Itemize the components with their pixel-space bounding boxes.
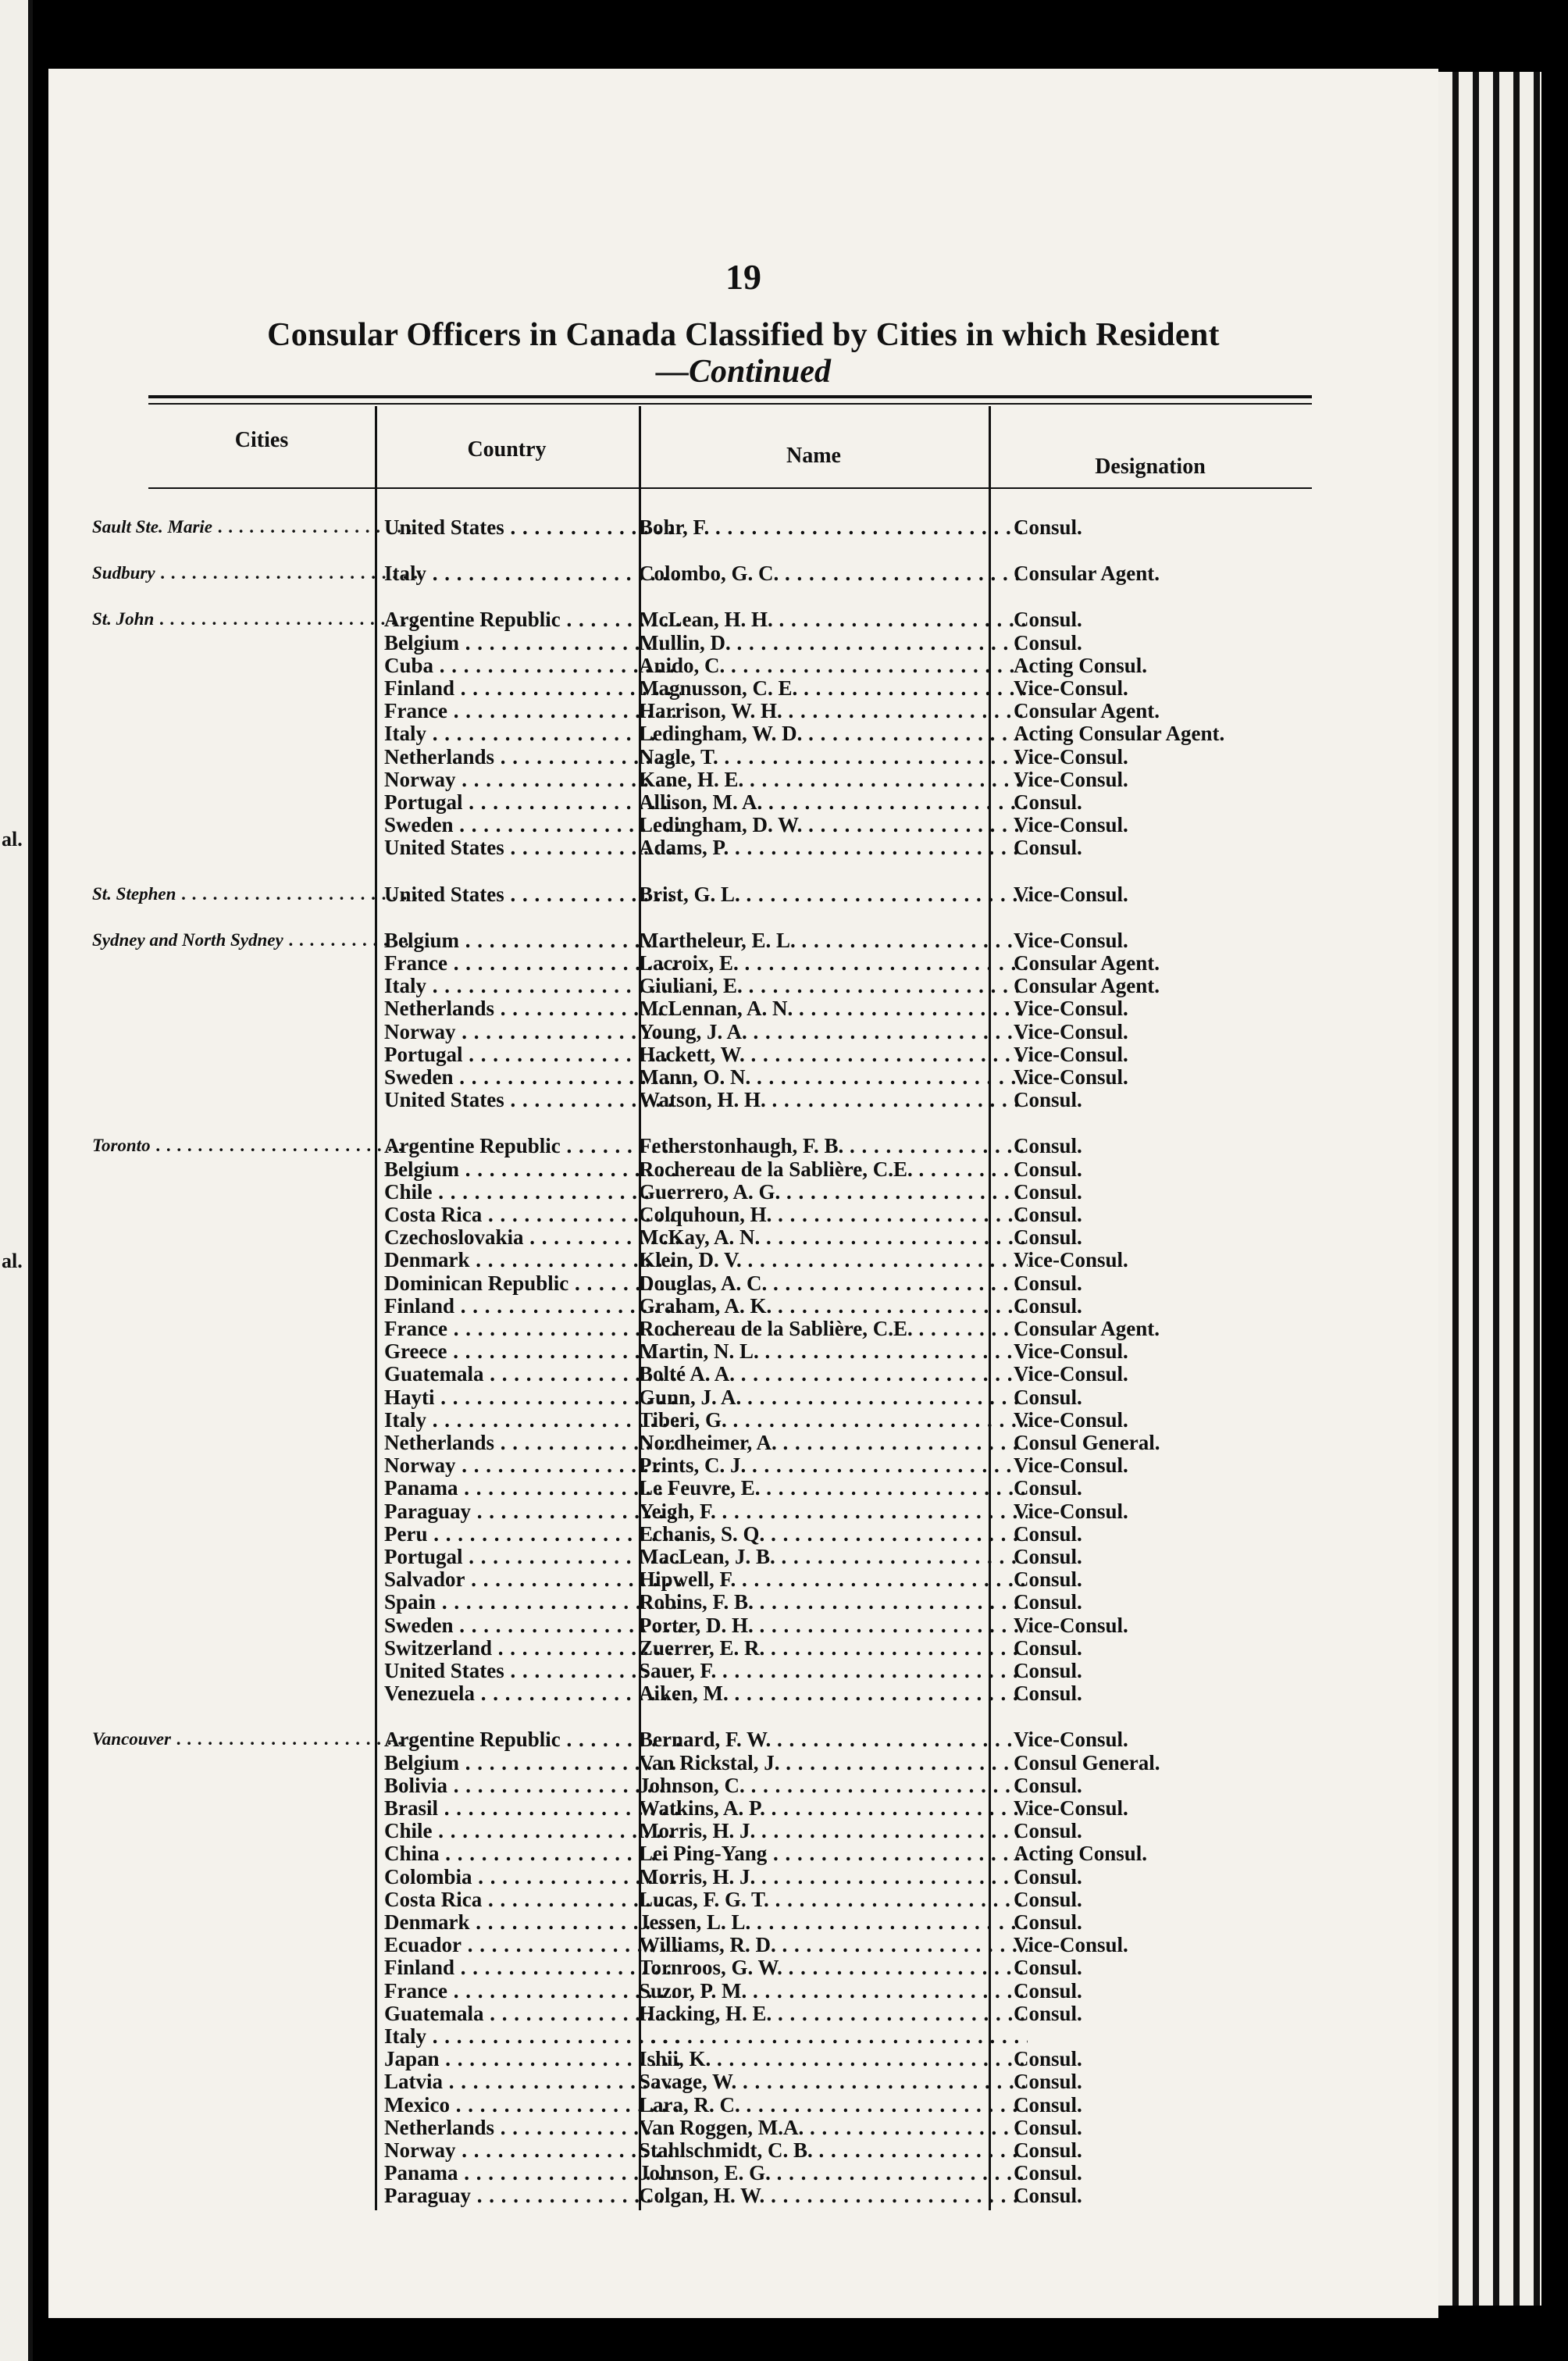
name-cell: Graham, A. K. . . . bbox=[639, 1294, 1028, 1318]
name-cell: Klein, D. V. . . . bbox=[639, 1248, 1028, 1271]
name-cell: MacLean, J. B. . . . bbox=[639, 1545, 1028, 1568]
table-row bbox=[48, 1157, 1438, 1181]
table-row bbox=[48, 1659, 1438, 1682]
name-cell: Ledingham, D. W. . . . bbox=[639, 813, 1028, 836]
name-cell: Lucas, F. G. T. . . . bbox=[639, 1888, 1028, 1911]
table-row bbox=[48, 1088, 1438, 1111]
country-cell: Panama . . . bbox=[384, 1476, 681, 1500]
table-row bbox=[48, 1819, 1438, 1842]
country-cell: Denmark . . . bbox=[384, 1248, 681, 1271]
country-cell: Belgium . . . bbox=[384, 1751, 681, 1774]
name-cell: Van Rickstal, J. . . . bbox=[639, 1751, 1028, 1774]
table-row bbox=[48, 1203, 1438, 1226]
designation-cell: Consul. bbox=[1014, 790, 1082, 814]
city-cell: St. Stephen . . . bbox=[92, 883, 417, 906]
country-cell: Dominican Republic . . . bbox=[384, 1271, 681, 1295]
country-cell: Colombia . . . bbox=[384, 1865, 681, 1888]
name-cell: Hackett, W. . . . bbox=[639, 1043, 1028, 1066]
table-row bbox=[48, 1842, 1438, 1865]
designation-cell: Acting Consular Agent. bbox=[1014, 722, 1225, 745]
country-cell: Japan . . . bbox=[384, 2047, 681, 2070]
designation-cell: Vice-Consul. bbox=[1014, 813, 1128, 836]
designation-cell: Vice-Consul. bbox=[1014, 1933, 1128, 1956]
country-cell: Italy . . . bbox=[384, 722, 681, 745]
table-row bbox=[48, 1386, 1438, 1409]
name-cell: Aiken, M. . . . bbox=[639, 1682, 1028, 1705]
page-number: 19 bbox=[725, 257, 761, 297]
name-cell: Morris, H. J. . . . bbox=[639, 1819, 1028, 1842]
name-cell: McLennan, A. N. . . . bbox=[639, 997, 1028, 1020]
table-row bbox=[48, 836, 1438, 859]
designation-cell: Vice-Consul. bbox=[1014, 1043, 1128, 1066]
table-row bbox=[48, 1567, 1438, 1591]
designation-cell: Vice-Consul. bbox=[1014, 1453, 1128, 1477]
name-cell: Stahlschmidt, C. B. . . . bbox=[639, 2138, 1028, 2162]
name-cell: Zuerrer, E. R. . . . bbox=[639, 1636, 1028, 1660]
table-header-rule bbox=[148, 487, 1312, 489]
name-cell: Nordheimer, A. . . . bbox=[639, 1431, 1028, 1454]
name-cell: Nagle, T. . . . bbox=[639, 745, 1028, 769]
table-row bbox=[48, 2024, 1438, 2048]
designation-cell: Vice-Consul. bbox=[1014, 1362, 1128, 1386]
table-row bbox=[48, 1590, 1438, 1614]
table-row bbox=[48, 1979, 1438, 2003]
country-cell: Sweden . . . bbox=[384, 1065, 681, 1089]
country-cell: Venezuela . . . bbox=[384, 1682, 681, 1705]
designation-cell: Consul. bbox=[1014, 1910, 1082, 1934]
country-cell: Mexico . . . bbox=[384, 2093, 681, 2117]
country-cell: United States . . . bbox=[384, 515, 681, 539]
designation-cell: Vice-Consul. bbox=[1014, 1065, 1128, 1089]
country-cell: Argentine Republic . . . bbox=[384, 1134, 681, 1157]
adjacent-page-strip bbox=[0, 0, 33, 2361]
name-cell: Mullin, D. . . . bbox=[639, 631, 1028, 654]
table-row bbox=[48, 1910, 1438, 1934]
designation-cell: Consul. bbox=[1014, 2161, 1082, 2184]
country-cell: Spain . . . bbox=[384, 1590, 681, 1614]
country-cell: Netherlands . . . bbox=[384, 997, 681, 1020]
country-cell: Belgium . . . bbox=[384, 631, 681, 654]
name-cell: Watkins, A. P. . . . bbox=[639, 1796, 1028, 1820]
table-row bbox=[48, 768, 1438, 791]
name-cell: Colombo, G. C. . . . bbox=[639, 562, 1028, 585]
designation-cell: Consul. bbox=[1014, 515, 1082, 539]
table-row bbox=[48, 562, 1438, 585]
name-cell: Martheleur, E. L. . . . bbox=[639, 929, 1028, 952]
designation-cell: Consul. bbox=[1014, 2138, 1082, 2162]
name-cell: Douglas, A. C. . . . bbox=[639, 1271, 1028, 1295]
designation-cell: Consul. bbox=[1014, 2070, 1082, 2093]
designation-cell: Consul. bbox=[1014, 1636, 1082, 1660]
country-cell: Netherlands . . . bbox=[384, 745, 681, 769]
table-row bbox=[48, 1317, 1438, 1340]
designation-cell: Acting Consul. bbox=[1014, 1842, 1148, 1865]
name-cell: Martin, N. L. . . . bbox=[639, 1339, 1028, 1363]
city-cell: St. John . . . bbox=[92, 608, 417, 631]
country-cell: United States . . . bbox=[384, 883, 681, 906]
country-cell: Netherlands . . . bbox=[384, 2116, 681, 2139]
table-top-rule-thin bbox=[148, 403, 1312, 405]
designation-cell: Consular Agent. bbox=[1014, 951, 1160, 975]
name-cell: Mann, O. N. . . . bbox=[639, 1065, 1028, 1089]
name-cell: Tornroos, G. W. . . . bbox=[639, 1956, 1028, 1979]
country-cell: Belgium . . . bbox=[384, 929, 681, 952]
header-designation: Designation bbox=[1095, 455, 1206, 479]
name-cell: Colgan, H. W. . . . bbox=[639, 2184, 1028, 2207]
country-cell: Latvia . . . bbox=[384, 2070, 681, 2093]
designation-cell: Consular Agent. bbox=[1014, 562, 1160, 585]
designation-cell: Consul. bbox=[1014, 2184, 1082, 2207]
country-cell: Ecuador . . . bbox=[384, 1933, 681, 1956]
designation-cell: Consul General. bbox=[1014, 1431, 1160, 1454]
table-row bbox=[48, 1453, 1438, 1477]
city-cell: Vancouver . . . bbox=[92, 1728, 417, 1751]
name-cell: Van Roggen, M.A. . . . bbox=[639, 2116, 1028, 2139]
designation-cell: Vice-Consul. bbox=[1014, 1614, 1128, 1637]
name-cell: Giuliani, E. . . . bbox=[639, 974, 1028, 997]
country-cell: Chile . . . bbox=[384, 1819, 681, 1842]
designation-cell: Consul. bbox=[1014, 2047, 1082, 2070]
name-cell: Williams, R. D. . . . bbox=[639, 1933, 1028, 1956]
country-cell: Argentine Republic . . . bbox=[384, 608, 681, 631]
table-top-rule bbox=[148, 395, 1312, 398]
name-cell: Guerrero, A. G. . . . bbox=[639, 1180, 1028, 1204]
designation-cell: Vice-Consul. bbox=[1014, 883, 1128, 906]
table-row bbox=[48, 1065, 1438, 1089]
table-row bbox=[48, 1476, 1438, 1500]
table-row bbox=[48, 1522, 1438, 1546]
country-cell: Bolivia . . . bbox=[384, 1774, 681, 1797]
name-cell: Hacking, H. E. . . . bbox=[639, 2002, 1028, 2025]
name-cell: Prints, C. J. . . . bbox=[639, 1453, 1028, 1477]
table-row bbox=[48, 2093, 1438, 2117]
table-row bbox=[48, 1545, 1438, 1568]
name-cell: Brist, G. L. . . . bbox=[639, 883, 1028, 906]
name-cell: Rochereau de la Sablière, C.E. . . . bbox=[639, 1157, 1028, 1181]
table-row bbox=[48, 813, 1438, 836]
header-name: Name bbox=[786, 444, 841, 468]
name-cell: Rochereau de la Sablière, C.E. . . . bbox=[639, 1317, 1028, 1340]
margin-mark: al. bbox=[2, 828, 23, 851]
country-cell: Norway . . . bbox=[384, 2138, 681, 2162]
name-cell: Porter, D. H. . . . bbox=[639, 1614, 1028, 1637]
designation-cell: Consul. bbox=[1014, 1682, 1082, 1705]
designation-cell: Consul. bbox=[1014, 1386, 1082, 1409]
table-row bbox=[48, 2161, 1438, 2184]
designation-cell: Consul. bbox=[1014, 1819, 1082, 1842]
country-cell: Italy . . . bbox=[384, 1408, 681, 1432]
country-cell: United States . . . bbox=[384, 1088, 681, 1111]
header-country: Country bbox=[467, 437, 547, 462]
table-row bbox=[48, 974, 1438, 997]
designation-cell: Acting Consul. bbox=[1014, 654, 1148, 677]
table-row bbox=[48, 1865, 1438, 1888]
name-cell: Adams, P. . . . bbox=[639, 836, 1028, 859]
designation-cell: Vice-Consul. bbox=[1014, 929, 1128, 952]
country-cell: France . . . bbox=[384, 1317, 681, 1340]
table-row bbox=[48, 2002, 1438, 2025]
designation-cell: Vice-Consul. bbox=[1014, 1796, 1128, 1820]
table-row bbox=[48, 997, 1438, 1020]
designation-cell: Consul General. bbox=[1014, 1751, 1160, 1774]
designation-cell: Vice-Consul. bbox=[1014, 1408, 1128, 1432]
name-cell: Sauer, F. . . . bbox=[639, 1659, 1028, 1682]
table-row bbox=[48, 676, 1438, 700]
country-cell: Peru . . . bbox=[384, 1522, 681, 1546]
name-cell: Suzor, P. M. . . . bbox=[639, 1979, 1028, 2003]
table-row bbox=[48, 1043, 1438, 1066]
table-row bbox=[48, 1614, 1438, 1637]
designation-cell: Consul. bbox=[1014, 836, 1082, 859]
country-cell: Hayti . . . bbox=[384, 1386, 681, 1409]
designation-cell: Consul. bbox=[1014, 1522, 1082, 1546]
name-cell: Bolté A. A. . . . bbox=[639, 1362, 1028, 1386]
country-cell: Belgium . . . bbox=[384, 1157, 681, 1181]
table-row bbox=[48, 1728, 1438, 1751]
country-cell: Switzerland . . . bbox=[384, 1636, 681, 1660]
designation-cell: Consul. bbox=[1014, 1888, 1082, 1911]
table-row bbox=[48, 1682, 1438, 1705]
designation-cell: Consular Agent. bbox=[1014, 974, 1160, 997]
country-cell: China . . . bbox=[384, 1842, 681, 1865]
designation-cell: Consular Agent. bbox=[1014, 1317, 1160, 1340]
table-row bbox=[48, 515, 1438, 539]
country-cell: Netherlands . . . bbox=[384, 1431, 681, 1454]
country-cell: Norway . . . bbox=[384, 1020, 681, 1043]
designation-cell: Consul. bbox=[1014, 1979, 1082, 2003]
name-cell: Colquhoun, H. . . . bbox=[639, 1203, 1028, 1226]
designation-cell: Consul. bbox=[1014, 631, 1082, 654]
country-cell: Finland . . . bbox=[384, 1956, 681, 1979]
table-row bbox=[48, 2116, 1438, 2139]
name-cell: Fetherstonhaugh, F. B. . . . bbox=[639, 1134, 1028, 1157]
name-cell: Allison, M. A. . . . bbox=[639, 790, 1028, 814]
name-cell: Savage, W. . . . bbox=[639, 2070, 1028, 2093]
designation-cell: Consul. bbox=[1014, 1774, 1082, 1797]
country-cell: Greece . . . bbox=[384, 1339, 681, 1363]
name-cell: Harrison, W. H. . . . bbox=[639, 699, 1028, 722]
table-row bbox=[48, 1636, 1438, 1660]
country-cell: France . . . bbox=[384, 951, 681, 975]
table-row bbox=[48, 1774, 1438, 1797]
designation-cell: Vice-Consul. bbox=[1014, 1020, 1128, 1043]
country-cell: Sweden . . . bbox=[384, 1614, 681, 1637]
table-row bbox=[48, 699, 1438, 722]
country-cell: United States . . . bbox=[384, 836, 681, 859]
name-cell: Tiberi, G. . . . bbox=[639, 1408, 1028, 1432]
city-cell: Sudbury . . . bbox=[92, 562, 417, 585]
country-cell: Chile . . . bbox=[384, 1180, 681, 1204]
table-row bbox=[48, 2047, 1438, 2070]
country-cell: France . . . bbox=[384, 699, 681, 722]
designation-cell: Consul. bbox=[1014, 1567, 1082, 1591]
table-row bbox=[48, 631, 1438, 654]
name-cell: Ishii, K. . . . bbox=[639, 2047, 1028, 2070]
country-cell: Cuba . . . bbox=[384, 654, 681, 677]
designation-cell: Consul. bbox=[1014, 1180, 1082, 1204]
name-cell: Gunn, J. A. . . . bbox=[639, 1386, 1028, 1409]
table-row bbox=[48, 1751, 1438, 1774]
name-cell: Bohr, F. . . . bbox=[639, 515, 1028, 539]
table-row bbox=[48, 2070, 1438, 2093]
designation-cell: Consul. bbox=[1014, 1225, 1082, 1249]
country-cell: Guatemala . . . bbox=[384, 1362, 681, 1386]
table-row bbox=[48, 883, 1438, 906]
designation-cell: Consul. bbox=[1014, 1865, 1082, 1888]
country-cell: Costa Rica . . . bbox=[384, 1888, 681, 1911]
name-cell: Le Feuvre, E. . . . bbox=[639, 1476, 1028, 1500]
margin-mark: al. bbox=[2, 1250, 23, 1272]
table-row bbox=[48, 1431, 1438, 1454]
country-cell: Portugal . . . bbox=[384, 1043, 681, 1066]
country-cell: Portugal . . . bbox=[384, 1545, 681, 1568]
name-cell: Johnson, C. . . . bbox=[639, 1774, 1028, 1797]
table-row bbox=[48, 1956, 1438, 1979]
name-cell: Lacroix, E. . . . bbox=[639, 951, 1028, 975]
name-cell: Watson, H. H. . . . bbox=[639, 1088, 1028, 1111]
name-cell: Anido, C. . . . bbox=[639, 654, 1028, 677]
name-cell: Lara, R. C. . . . bbox=[639, 2093, 1028, 2117]
name-cell: Morris, H. J. . . . bbox=[639, 1865, 1028, 1888]
designation-cell: Consul. bbox=[1014, 608, 1082, 631]
table-row bbox=[48, 1020, 1438, 1043]
country-cell: Guatemala . . . bbox=[384, 2002, 681, 2025]
country-cell: Czechoslovakia . . . bbox=[384, 1225, 681, 1249]
designation-cell: Consul. bbox=[1014, 1157, 1082, 1181]
table-row bbox=[48, 1294, 1438, 1318]
name-cell: Ledingham, W. D. . . . bbox=[639, 722, 1028, 745]
name-cell: Johnson, E. G. . . . bbox=[639, 2161, 1028, 2184]
designation-cell: Consular Agent. bbox=[1014, 699, 1160, 722]
name-cell: Kane, H. E. . . . bbox=[639, 768, 1028, 791]
designation-cell: Vice-Consul. bbox=[1014, 768, 1128, 791]
name-cell: Jessen, L. L. . . . bbox=[639, 1910, 1028, 1934]
designation-cell: Vice-Consul. bbox=[1014, 745, 1128, 769]
name-cell: Yeigh, F. . . . bbox=[639, 1500, 1028, 1523]
designation-cell: Consul. bbox=[1014, 1476, 1082, 1500]
designation-cell: Consul. bbox=[1014, 1545, 1082, 1568]
table-row bbox=[48, 1248, 1438, 1271]
table-row bbox=[48, 1933, 1438, 1956]
designation-cell: Consul. bbox=[1014, 1203, 1082, 1226]
table-row bbox=[48, 654, 1438, 677]
designation-cell: Vice-Consul. bbox=[1014, 1248, 1128, 1271]
table-row bbox=[48, 1134, 1438, 1157]
name-cell: McKay, A. N. . . . bbox=[639, 1225, 1028, 1249]
page-title: Consular Officers in Canada Classified by Cities in which Resident bbox=[267, 317, 1220, 353]
designation-cell: Vice-Consul. bbox=[1014, 1339, 1128, 1363]
designation-cell: Consul. bbox=[1014, 1659, 1082, 1682]
name-cell: Hipwell, F. . . . bbox=[639, 1567, 1028, 1591]
name-cell: Young, J. A. . . . bbox=[639, 1020, 1028, 1043]
table-row bbox=[48, 929, 1438, 952]
designation-cell: Consul. bbox=[1014, 1956, 1082, 1979]
country-cell: Paraguay . . . bbox=[384, 2184, 681, 2207]
city-cell: Toronto . . . bbox=[92, 1134, 417, 1157]
table-row bbox=[48, 1408, 1438, 1432]
table-row bbox=[48, 2184, 1438, 2207]
designation-cell: Consul. bbox=[1014, 1134, 1082, 1157]
table-row bbox=[48, 1180, 1438, 1204]
country-cell: Salvador . . . bbox=[384, 1567, 681, 1591]
country-cell: Argentine Republic . . . bbox=[384, 1728, 681, 1751]
name-cell bbox=[639, 2024, 1028, 2048]
country-cell: Denmark . . . bbox=[384, 1910, 681, 1934]
country-cell: Brasil . . . bbox=[384, 1796, 681, 1820]
table-row bbox=[48, 1271, 1438, 1295]
country-cell: Panama . . . bbox=[384, 2161, 681, 2184]
name-cell: Echanis, S. Q. . . . bbox=[639, 1522, 1028, 1546]
country-cell: Norway . . . bbox=[384, 768, 681, 791]
country-cell: Portugal . . . bbox=[384, 790, 681, 814]
header-cities: Cities bbox=[234, 428, 289, 452]
country-cell: Italy . . . bbox=[384, 2024, 681, 2048]
book-page bbox=[48, 69, 1438, 2318]
designation-cell: Consul. bbox=[1014, 2093, 1082, 2117]
country-cell: Italy . . . bbox=[384, 974, 681, 997]
table-row bbox=[48, 1888, 1438, 1911]
designation-cell: Vice-Consul. bbox=[1014, 1500, 1128, 1523]
country-cell: Paraguay . . . bbox=[384, 1500, 681, 1523]
country-cell: France . . . bbox=[384, 1979, 681, 2003]
designation-cell: Consul. bbox=[1014, 1294, 1082, 1318]
table-row bbox=[48, 608, 1438, 631]
table-row bbox=[48, 1339, 1438, 1363]
name-cell: Magnusson, C. E. . . . bbox=[639, 676, 1028, 700]
table-row bbox=[48, 2138, 1438, 2162]
designation-cell: Vice-Consul. bbox=[1014, 676, 1128, 700]
page-edges bbox=[1438, 72, 1541, 2306]
designation-cell: Consul. bbox=[1014, 1271, 1082, 1295]
name-cell: Bernard, F. W. . . . bbox=[639, 1728, 1028, 1751]
designation-cell: Vice-Consul. bbox=[1014, 1728, 1128, 1751]
country-cell: Italy . . . bbox=[384, 562, 681, 585]
table-row bbox=[48, 790, 1438, 814]
table-row bbox=[48, 951, 1438, 975]
table-row bbox=[48, 1796, 1438, 1820]
designation-cell: Consul. bbox=[1014, 2002, 1082, 2025]
country-cell: Finland . . . bbox=[384, 676, 681, 700]
table-row bbox=[48, 1500, 1438, 1523]
country-cell: Finland . . . bbox=[384, 1294, 681, 1318]
city-cell: Sault Ste. Marie . . . bbox=[92, 515, 417, 539]
country-cell: Costa Rica . . . bbox=[384, 1203, 681, 1226]
designation-cell: Consul. bbox=[1014, 1088, 1082, 1111]
table-row bbox=[48, 1362, 1438, 1386]
table-row bbox=[48, 722, 1438, 745]
table-row bbox=[48, 1225, 1438, 1249]
name-cell: Robins, F. B. . . . bbox=[639, 1590, 1028, 1614]
city-cell: Sydney and North Sydney . . . bbox=[92, 929, 417, 952]
page-subtitle: —Continued bbox=[655, 354, 832, 390]
name-cell: Lei Ping-Yang . . . bbox=[639, 1842, 1028, 1865]
country-cell: Sweden . . . bbox=[384, 813, 681, 836]
country-cell: Norway . . . bbox=[384, 1453, 681, 1477]
table-row bbox=[48, 745, 1438, 769]
designation-cell: Consul. bbox=[1014, 1590, 1082, 1614]
name-cell: McLean, H. H. . . . bbox=[639, 608, 1028, 631]
designation-cell: Consul. bbox=[1014, 2116, 1082, 2139]
designation-cell: Vice-Consul. bbox=[1014, 997, 1128, 1020]
country-cell: United States . . . bbox=[384, 1659, 681, 1682]
